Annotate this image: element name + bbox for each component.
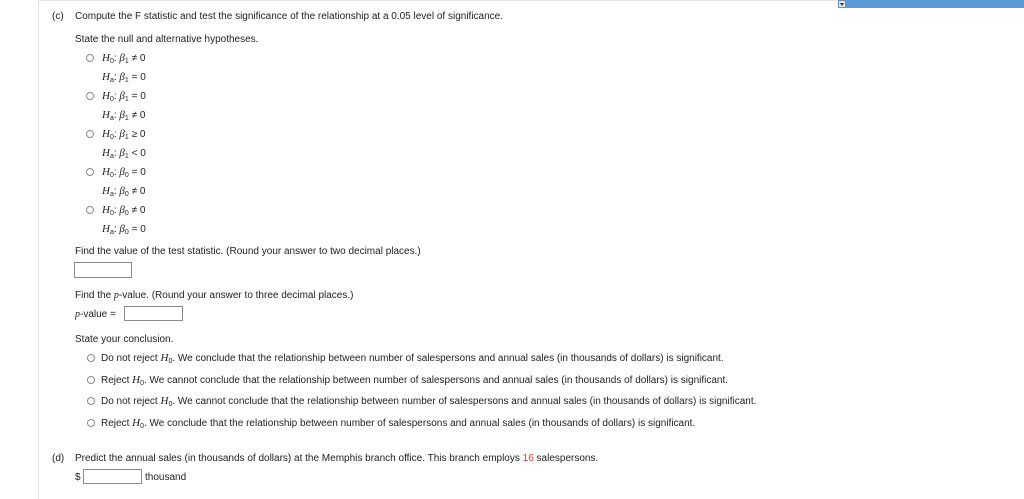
conclusion-radio-4[interactable]: [87, 419, 95, 427]
hypothesis-radio-4[interactable]: [86, 168, 94, 176]
hypothesis-radio-5[interactable]: [86, 206, 94, 214]
part-c-prompt: Compute the F statistic and test the significance of the relationship at a 0.05 level of significance.: [75, 11, 504, 22]
test-statistic-prompt: Find the value of the test statistic. (Round your answer to two decimal places.): [75, 246, 421, 257]
hypothesis-radio-3[interactable]: [86, 130, 94, 138]
sales-prediction-input[interactable]: [83, 469, 142, 484]
conclusion-option-4: Reject $H_0$. We conclude that the relationship between number of salespersons and annual sales (in thousands of dollars) is significant.: [101, 417, 696, 430]
conclusion-option-1: Do not reject $H_0$. We conclude that the relationship between number of salespersons and annual sales (in thousands of dollars) is significant.: [101, 352, 724, 365]
hypothesis-option-3: [102, 128, 146, 163]
alternative-hypothesis: $H_a$: $\beta_1 < 0$: [102, 147, 146, 160]
hypotheses-prompt: State the null and alternative hypotheses.: [75, 34, 259, 45]
conclusion-radio-1[interactable]: [87, 354, 95, 362]
p-value-prompt: Find the p-value. (Round your answer to three decimal places.): [75, 290, 354, 301]
part-d-label: (d): [52, 453, 65, 464]
currency-symbol: $: [75, 472, 81, 483]
part-d-prompt: Predict the annual sales (in thousands of dollars) at the Memphis branch office. This branch employs 16 salespersons.: [75, 453, 599, 464]
alternative-hypothesis: $H_a$: $\beta_0 \ne 0$: [102, 185, 146, 198]
hypothesis-option-2: [102, 90, 146, 125]
employee-count: 16: [522, 453, 534, 464]
test-statistic-input[interactable]: [74, 262, 132, 278]
part-c-label: (c): [52, 11, 64, 22]
horizontal-scrollbar[interactable]: [838, 0, 1024, 8]
null-hypothesis: $H_0$: $\beta_1 \ne 0$: [102, 52, 146, 65]
hypothesis-radio-2[interactable]: [86, 92, 94, 100]
hypothesis-radio-1[interactable]: [86, 54, 94, 62]
alternative-hypothesis: $H_a$: $\beta_1 \ne 0$: [102, 109, 146, 122]
conclusion-radio-2[interactable]: [87, 376, 95, 384]
null-hypothesis: $H_0$: $\beta_1 \ge 0$: [102, 128, 146, 141]
alternative-hypothesis: $H_a$: $\beta_0 = 0$: [102, 223, 146, 236]
unit-label: thousand: [145, 472, 187, 483]
p-value-label: p-value =: [75, 309, 116, 320]
scroll-dropdown-button[interactable]: [838, 0, 846, 8]
conclusion-prompt: State your conclusion.: [75, 334, 174, 345]
hypothesis-option-4: [102, 166, 146, 201]
conclusion-option-2: Reject $H_0$. We cannot conclude that the relationship between number of salespersons and annual sales (in thousands of dollars) is significant.: [101, 374, 729, 387]
null-hypothesis: $H_0$: $\beta_0 \ne 0$: [102, 204, 146, 217]
p-value-input[interactable]: [124, 306, 183, 321]
null-hypothesis: $H_0$: $\beta_1 = 0$: [102, 90, 146, 103]
conclusion-radio-3[interactable]: [87, 397, 95, 405]
left-border: [38, 0, 39, 499]
hypothesis-option-5: [102, 204, 146, 239]
hypothesis-option-1: [102, 52, 146, 87]
null-hypothesis: $H_0$: $\beta_0 = 0$: [102, 166, 146, 179]
conclusion-option-3: Do not reject $H_0$. We cannot conclude that the relationship between number of salespersons and annual sales (in thousands of dollars) is significant.: [101, 395, 757, 408]
alternative-hypothesis: $H_a$: $\beta_1 = 0$: [102, 71, 146, 84]
